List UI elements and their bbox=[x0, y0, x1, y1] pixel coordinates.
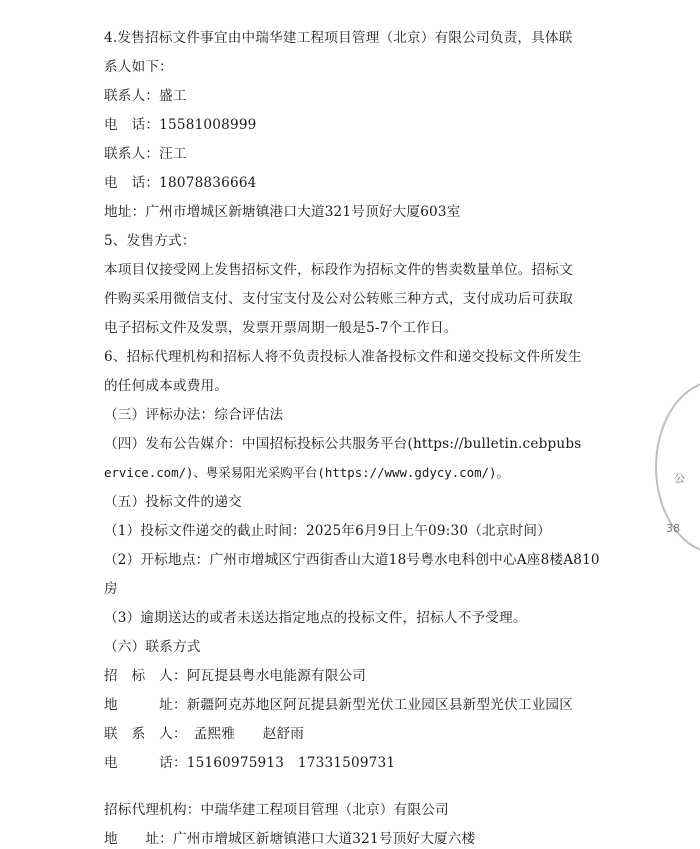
tenderer-name: 招 标 人：阿瓦提县粤水电能源有限公司 bbox=[104, 668, 367, 684]
cost-disclaimer-1: 6、招标代理机构和招标人将不负责投标人准备投标文件和递交投标文件所发生 bbox=[104, 349, 582, 365]
opening-location: （2）开标地点：广州市增城区宁西街香山大道18号粤水电科创中心A座8楼A810 bbox=[104, 552, 600, 568]
publish-media-2: ervice.com/)、粤采易阳光采购平台(https://www.gdycy.com/)。 bbox=[104, 465, 509, 480]
evaluation-method: （三）评标办法：综合评估法 bbox=[104, 407, 284, 423]
sale-method-text-3: 电子招标文件及发票，发票开票周期一般是5-7个工作日。 bbox=[104, 320, 458, 336]
agency-address: 地 址：广州市增城区新塘镇港口大道321号顶好大厦六楼 bbox=[104, 831, 476, 847]
sale-agent-line-cont: 系人如下： bbox=[104, 59, 173, 75]
agency-name: 招标代理机构：中瑞华建工程项目管理（北京）有限公司 bbox=[104, 802, 449, 818]
contact-address: 地址：广州市增城区新塘镇港口大道321号顶好大厦603室 bbox=[104, 204, 461, 220]
publish-media-1: （四）发布公告媒介：中国招标投标公共服务平台(https://bulletin.cebpubs bbox=[104, 436, 582, 452]
cost-disclaimer-2: 的任何成本或费用。 bbox=[104, 378, 229, 394]
submission-heading: （五）投标文件的递交 bbox=[104, 494, 242, 510]
tenderer-address: 地 址：新疆阿克苏地区阿瓦提县新型光伏工业园区县新型光伏工业园区 bbox=[104, 697, 573, 713]
contact-section-heading: （六）联系方式 bbox=[104, 639, 201, 655]
seal-mark-character: 公 bbox=[674, 472, 685, 485]
opening-location-cont: 房 bbox=[104, 581, 118, 597]
contact-person-1: 联系人：盛工 bbox=[104, 88, 187, 104]
sale-agent-line: 4.发售招标文件事宜由中瑞华建工程项目管理（北京）有限公司负责，具体联 bbox=[104, 30, 573, 46]
contact-phone-2: 电 话：18078836664 bbox=[104, 175, 257, 191]
tenderer-phones: 电 话：15160975913 17331509731 bbox=[104, 755, 396, 771]
sale-method-text-2: 件购买采用微信支付、支付宝支付及公对公转账三种方式，支付成功后可获取 bbox=[104, 291, 573, 307]
submission-deadline: （1）投标文件递交的截止时间：2025年6月9日上午09:30（北京时间） bbox=[104, 523, 551, 539]
sale-method-heading: 5、发售方式： bbox=[104, 233, 196, 249]
late-submission-note: （3）逾期送达的或者未送达指定地点的投标文件，招标人不予受理。 bbox=[104, 610, 527, 626]
sale-method-text-1: 本项目仅接受网上发售招标文件，标段作为招标文件的售卖数量单位。招标文 bbox=[104, 262, 573, 278]
contact-person-2: 联系人：汪工 bbox=[104, 146, 187, 162]
seal-mark-number: 38 bbox=[666, 522, 680, 535]
contact-phone-1: 电 话：15581008999 bbox=[104, 117, 257, 133]
tenderer-contacts: 联 系 人： 孟熙雅 赵舒雨 bbox=[104, 726, 305, 742]
